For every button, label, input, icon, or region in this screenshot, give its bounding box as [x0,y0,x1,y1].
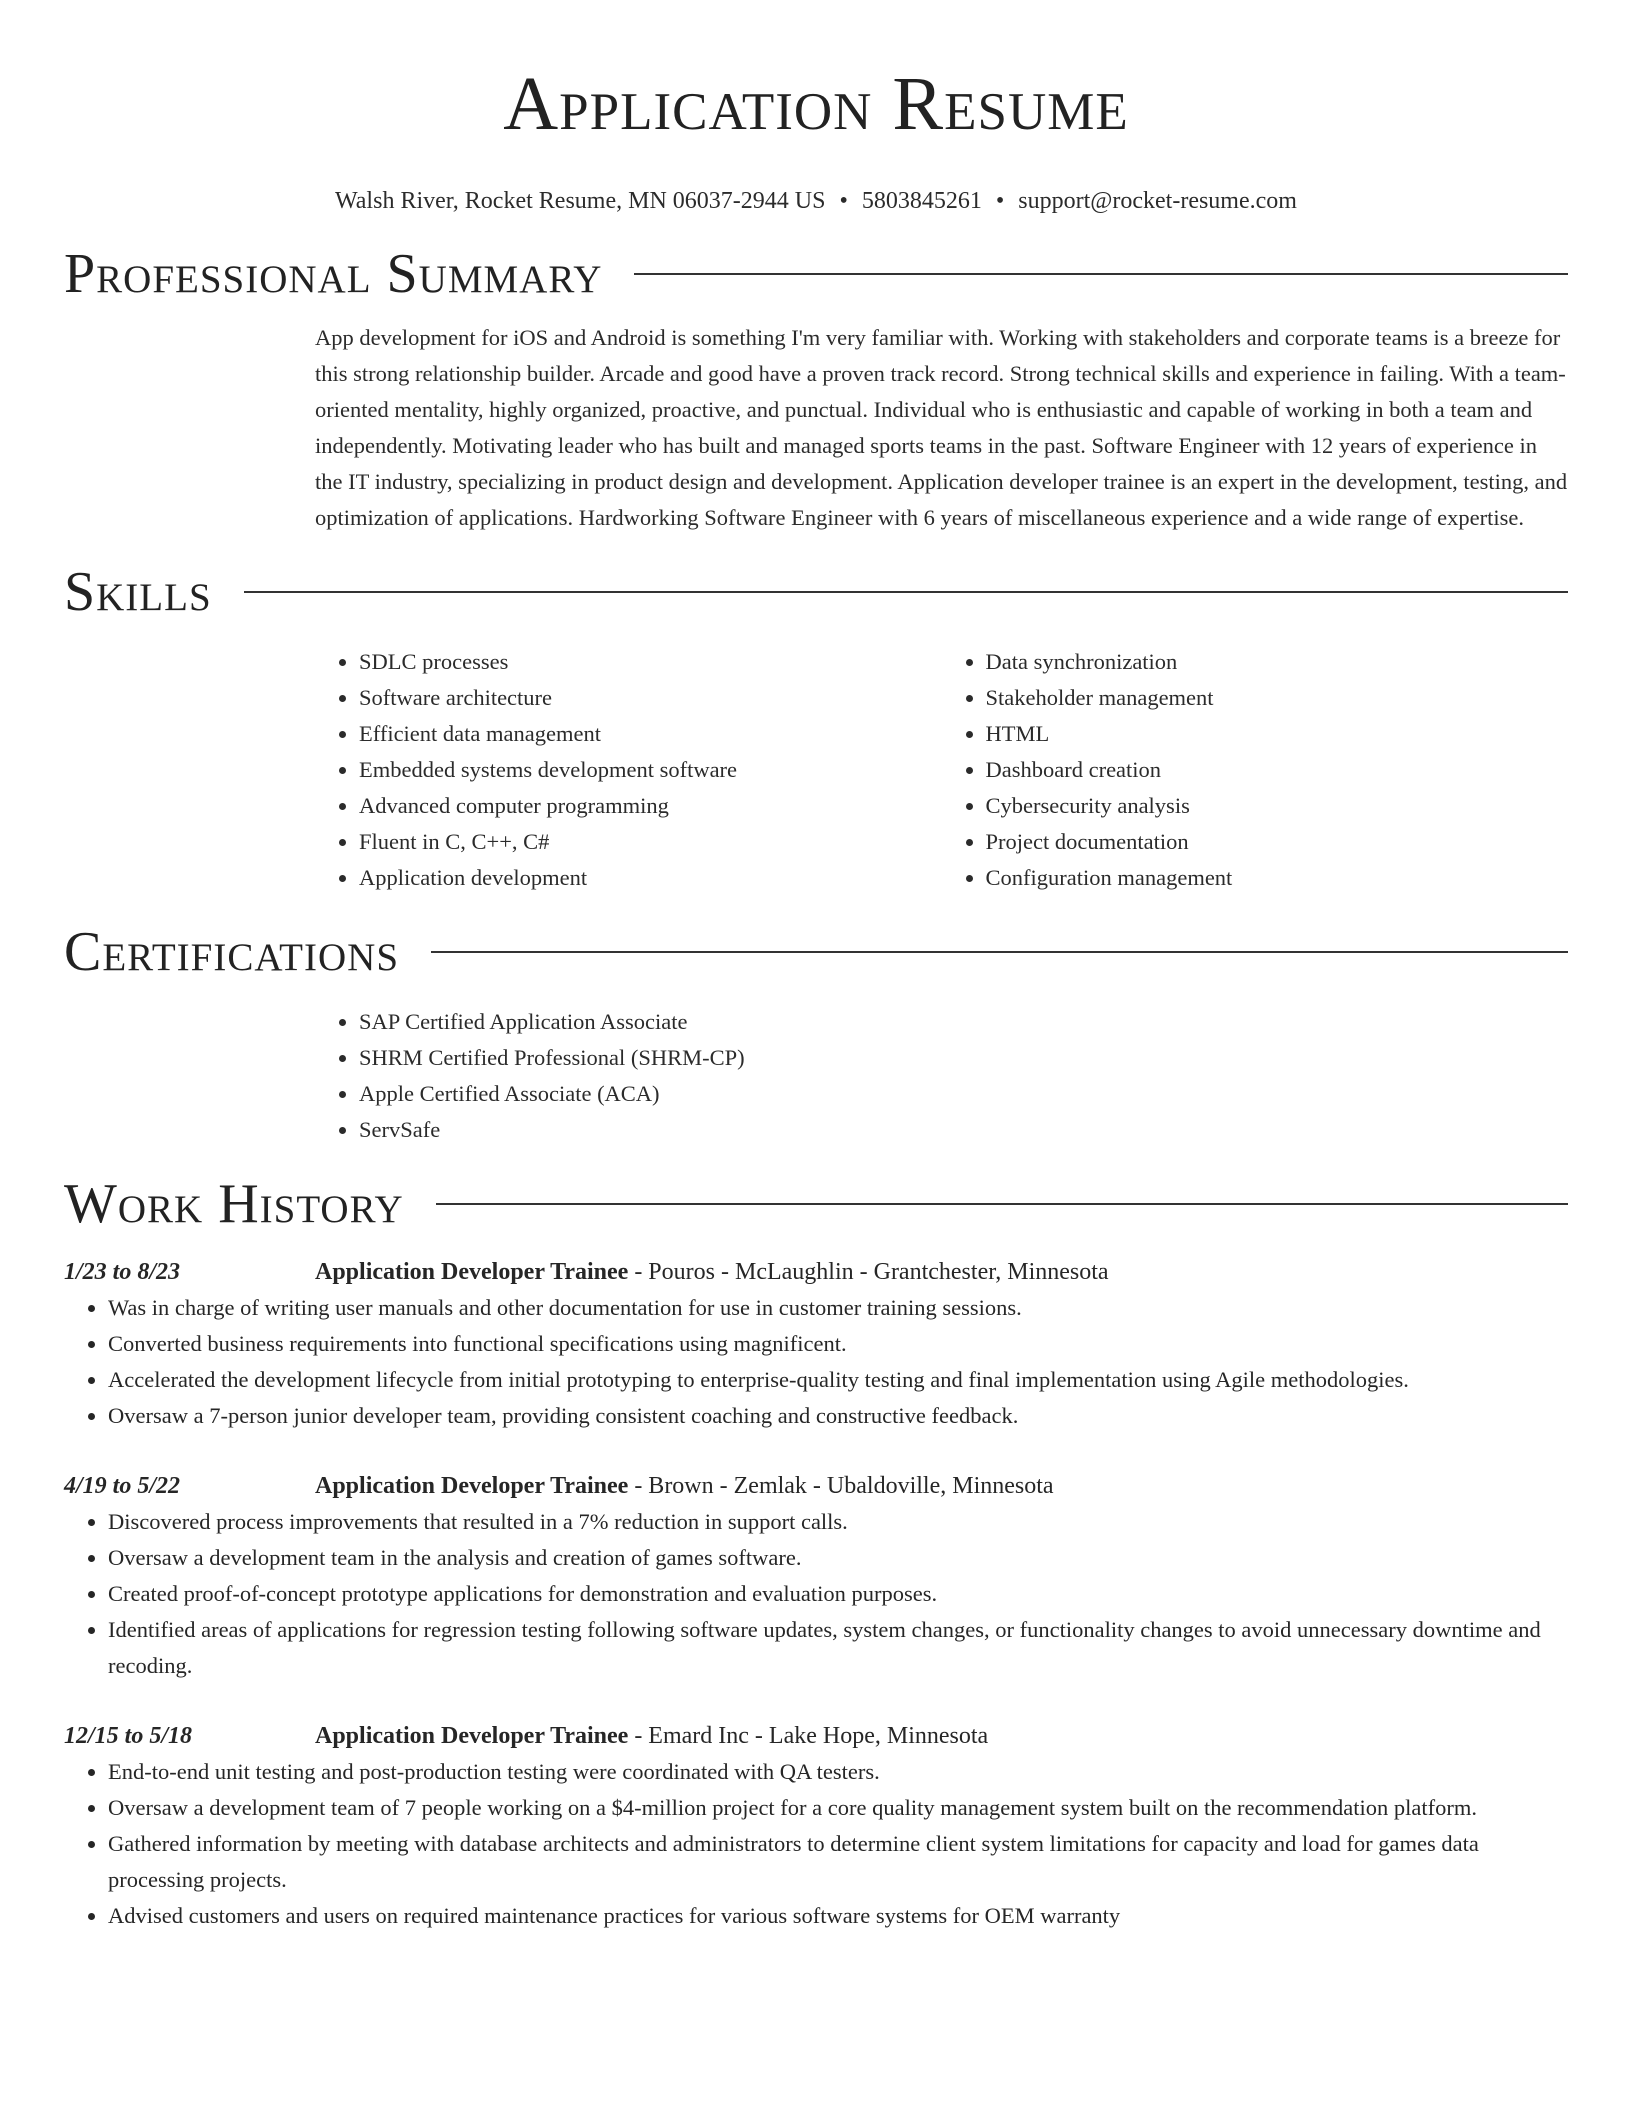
skills-header [64,562,1568,622]
skill-item: • Configuration management [986,860,1569,896]
skills-section [64,562,1568,896]
job-bullets [64,1504,1568,1684]
skills-heading: Skills [64,561,212,623]
skill-item: • Dashboard creation [986,752,1569,788]
job-bullet: • Accelerated the development lifecycle from initial prototyping to enterprise-quality testing and final implementation using Agile methodologies. [108,1362,1568,1398]
certification-item: • ServSafe [359,1112,1568,1148]
job-heading [315,1254,1109,1290]
job-bullet: • Discovered process improvements that resulted in a 7% reduction in support calls. [108,1504,1568,1540]
job-bullet: • Advised customers and users on required maintenance practices for various software systems for OEM warranty [108,1898,1568,1934]
contact-separator: • [839,188,848,214]
job-dates: 12/15 to 5/18 [64,1723,193,1749]
job-title: Application Developer Trainee [315,1259,629,1285]
contact-email: support@rocket-resume.com [1018,188,1297,214]
job-bullet: • Converted business requirements into functional specifications using magnificent. [108,1326,1568,1362]
summary-section [64,244,1568,536]
job-dates: 1/23 to 8/23 [64,1259,181,1285]
certifications-list [315,1004,1568,1148]
skill-item: • Software architecture [359,680,942,716]
skills-body [315,644,1568,896]
work-history-heading: Work History [64,1173,404,1235]
contact-address: Walsh River, Rocket Resume, MN 06037-2944 US [335,188,826,214]
resume-title: Application Resume [503,62,1129,146]
contact-line [64,186,1568,216]
job-bullet: • Identified areas of applications for regression testing following software updates, system changes, or functionality changes to avoid unnecessary downtime and recoding. [108,1612,1568,1684]
job-bullets [64,1290,1568,1434]
skill-item: • Data synchronization [986,644,1569,680]
job-bullet: • End-to-end unit testing and post-production testing were coordinated with QA testers. [108,1754,1568,1790]
skill-item: • Application development [359,860,942,896]
summary-heading: Professional Summary [64,243,603,305]
skill-item: • Stakeholder management [986,680,1569,716]
skill-item: • Embedded systems development software [359,752,942,788]
skill-item: • Project documentation [986,824,1569,860]
job-dates: 4/19 to 5/22 [64,1473,181,1499]
work-history-header [64,1174,1568,1234]
job-entry [64,1468,1568,1684]
job-bullet: • Was in charge of writing user manuals and other documentation for use in customer training sessions. [108,1290,1568,1326]
skills-list-right [942,644,1569,896]
certifications-body [315,1004,1568,1148]
job-header [64,1718,1568,1754]
certification-item: • SHRM Certified Professional (SHRM-CP) [359,1040,1568,1076]
section-divider [244,591,1568,593]
summary-body [315,320,1568,536]
job-header [64,1468,1568,1504]
job-entry [64,1254,1568,1434]
job-bullet: • Created proof-of-concept prototype applications for demonstration and evaluation purposes. [108,1576,1568,1612]
skill-item: • Fluent in C, C++, C# [359,824,942,860]
job-bullet: • Oversaw a development team of 7 people working on a $4-million project for a core quality management system built on the recommendation platform. [108,1790,1568,1826]
job-header [64,1254,1568,1290]
skill-item: • Efficient data management [359,716,942,752]
job-company: - Brown - Zemlak - Ubaldoville, Minnesota [628,1473,1054,1499]
job-bullet: • Gathered information by meeting with database architects and administrators to determine client system limitations for capacity and load for games data processing projects. [108,1826,1568,1898]
certification-item: • Apple Certified Associate (ACA) [359,1076,1568,1112]
summary-text: App development for iOS and Android is something I'm very familiar with. Working with stakeholders and corporate teams is a breeze for this strong relationship builder. Arcade and good have a proven track record. Strong technical skills and experience in failing. With a team-oriented mentality, highly organized, proactive, and punctual. Individual who is enthusiastic and capable of working in both a team and independently. Motivating leader who has built and managed sports teams in the past. Software Engineer with 12 years of experience in the IT industry, specializing in product design and development. Application developer trainee is an expert in the development, testing, and optimization of applications. Hardworking Software Engineer with 6 years of miscellaneous experience and a wide range of expertise. [315,325,1568,530]
certifications-section [64,922,1568,1148]
summary-header [64,244,1568,304]
job-entry [64,1718,1568,1934]
job-bullets [64,1754,1568,1934]
job-title: Application Developer Trainee [315,1723,629,1749]
job-heading [315,1718,988,1754]
work-history-section [64,1174,1568,1934]
job-company: - Emard Inc - Lake Hope, Minnesota [628,1723,989,1749]
contact-phone: 5803845261 [861,188,982,214]
skill-item: • Cybersecurity analysis [986,788,1569,824]
certification-item: • SAP Certified Application Associate [359,1004,1568,1040]
skill-item: • SDLC processes [359,644,942,680]
skill-item: • Advanced computer programming [359,788,942,824]
section-divider [634,273,1568,275]
job-title: Application Developer Trainee [315,1473,629,1499]
job-heading [315,1468,1054,1504]
skill-item: • HTML [986,716,1569,752]
contact-separator: • [995,188,1005,214]
section-divider [436,1203,1568,1205]
skills-list-left [315,644,942,896]
job-bullet: • Oversaw a development team in the analysis and creation of games software. [108,1540,1568,1576]
section-divider [431,951,1568,953]
certifications-header [64,922,1568,982]
job-company: - Pouros - McLaughlin - Grantchester, Minnesota [628,1259,1109,1285]
job-bullet: • Oversaw a 7-person junior developer team, providing consistent coaching and constructive feedback. [108,1398,1568,1434]
certifications-heading: Certifications [64,921,400,983]
